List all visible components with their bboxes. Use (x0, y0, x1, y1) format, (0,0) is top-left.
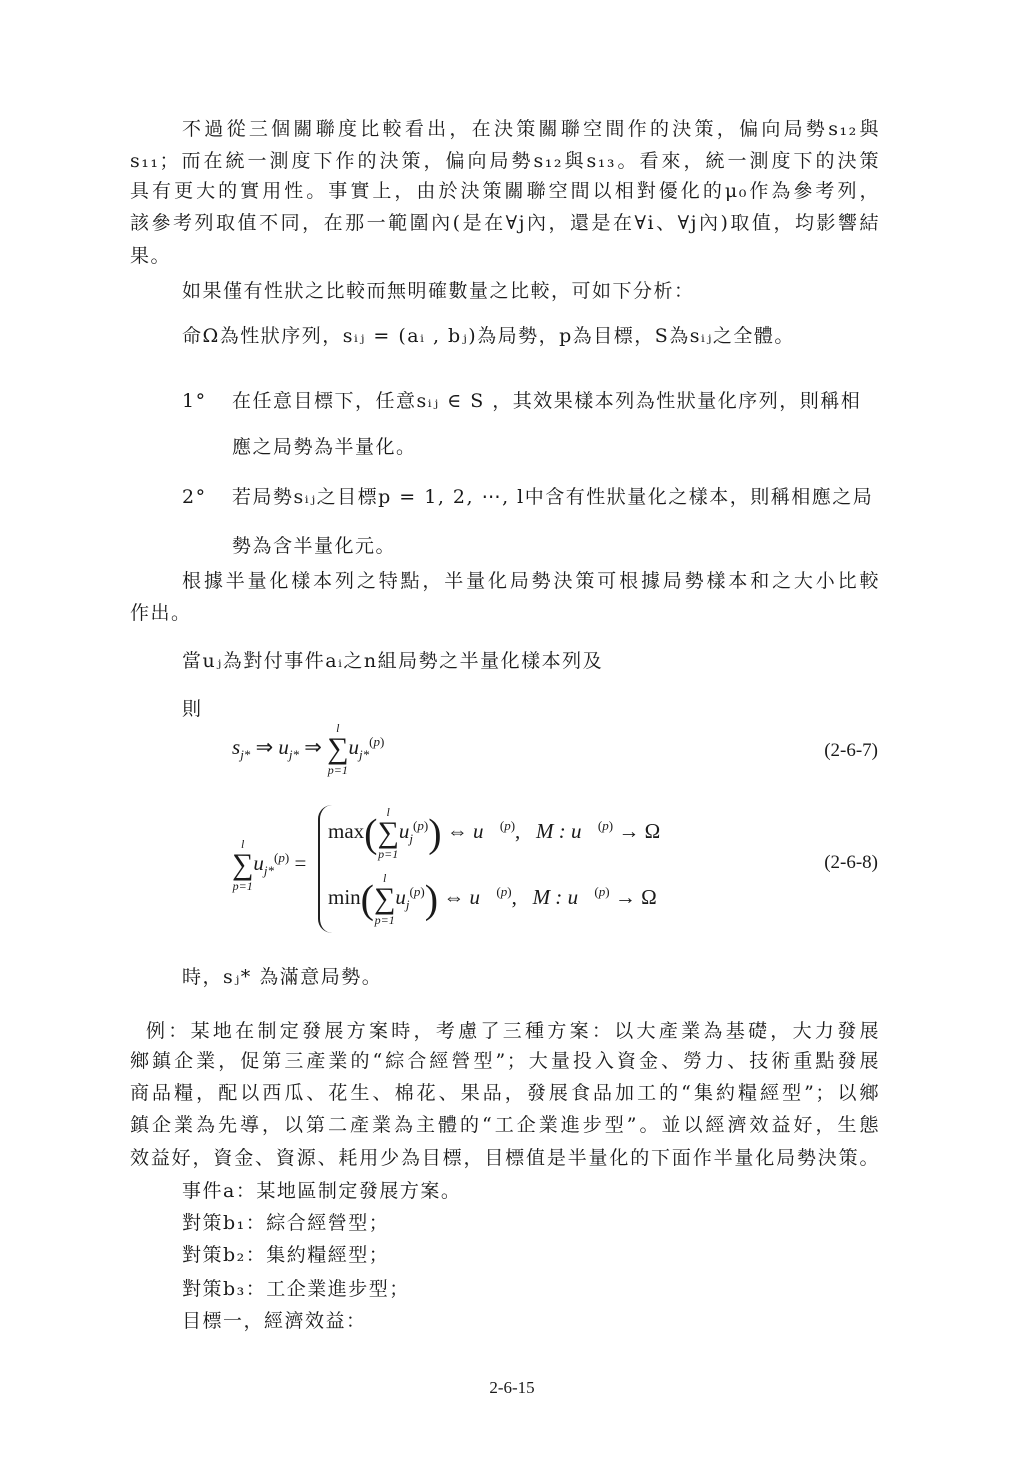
summation: l ∑ p=1 (327, 721, 349, 777)
conclusion: 時，sⱼ* 為滿意局勢。 (182, 966, 383, 988)
text-line: 該參考列取值不同，在那一範圍內(是在∀j內，還是在∀i、∀j內)取值，均影響結 (130, 212, 880, 234)
eq-symbol: s (232, 734, 241, 759)
equation-2-6-7: $s_{j*}$ ⇒ $u_{j*}$ ⇒ l ∑ p=1 $u_{j*}^{(p)}$ (232, 721, 385, 777)
eq-arrow: ⇒ (255, 734, 274, 759)
text-line: 商品糧，配以西瓜、花生、棉花、果品，發展食品加工的“集約糧經型”；以鄉 (130, 1082, 880, 1104)
paragraph-2: 如果僅有性狀之比較而無明確數量之比較，可如下分析： (182, 280, 695, 302)
page-number: 2-6-15 (489, 1378, 535, 1397)
text-line: s₁₁；而在統一測度下作的決策，偏向局勢s₁₂與s₁₃。看來，統一測度下的決策 (130, 150, 880, 172)
equation-2-6-8-lhs: l ∑ p=1 $u_{j*}^{(p)}$ = (232, 837, 307, 893)
text-line: 鎮企業為先導，以第二產業為主體的“工企業進步型”。並以經濟效益好，生態 (130, 1114, 880, 1136)
text-line: 不過從三個關聯度比較看出，在決策關聯空間作的決策，偏向局勢s₁₂與 (182, 118, 880, 140)
then-label: 則 (182, 698, 203, 720)
item-1-line: 在任意目標下，任意sᵢⱼ ∈ S ，其效果樣本列為性狀量化序列，則稱相 (232, 390, 862, 412)
text-line: 具有更大的實用性。事實上，由於決策關聯空間以相對優化的μ₀作為參考列， (130, 180, 880, 202)
definition: 命Ω為性狀序列，sᵢⱼ = (aᵢ , bⱼ)為局勢，p為目標，S為sᵢⱼ之全體。 (182, 325, 795, 347)
text-line: 鄉鎮企業，促第三產業的“綜合經營型”；大量投入資金、勞力、技術重點發展 (130, 1050, 880, 1072)
text-line: 果。 (130, 245, 172, 267)
equation-2-6-8-max-case: max( l ∑ p=1 $u_j^{(p)}$) ⇔ u⃗$^{(p)}$, M : u⃗$^{(p)}$ → Ω (328, 805, 661, 861)
item-2-marker: 2° (182, 486, 207, 508)
list-item: 目標一，經濟效益： (182, 1310, 367, 1332)
paragraph-3-line: 作出。 (130, 602, 192, 624)
eq-arrow: ⇒ (304, 734, 322, 759)
list-item: 事件a：某地區制定發展方案。 (182, 1180, 462, 1202)
item-2-line: 若局勢sᵢⱼ之目標p = 1, 2, ⋯, l中含有性狀量化之樣本，則稱相應之局 (232, 486, 874, 508)
list-item: 對策b₁：綜合經營型； (182, 1212, 390, 1234)
equation-number: (2-6-7) (824, 740, 878, 761)
equation-number: (2-6-8) (824, 852, 878, 873)
list-item: 對策b₃：工企業進步型； (182, 1278, 410, 1300)
equation-2-6-8-min-case: min( l ∑ p=1 $u_j^{(p)}$) ⇔ u⃗$^{(p)}$, M : u⃗$^{(p)}$ → Ω (328, 871, 657, 927)
item-1-line: 應之局勢為半量化。 (232, 436, 417, 458)
text-line: 效益好，資金、資源、耗用少為目標，目標值是半量化的下面作半量化局勢決策。 (130, 1147, 880, 1169)
paragraph-3-line: 根據半量化樣本列之特點，半量化局勢決策可根據局勢樣本和之大小比較 (182, 570, 880, 592)
item-2-line: 勢為含半量化元。 (232, 535, 397, 557)
text-line: 例：某地在制定發展方案時，考慮了三種方案：以大產業為基礎，大力發展 (146, 1020, 880, 1042)
paragraph-4: 當uⱼ為對付事件aᵢ之n組局勢之半量化樣本列及 (182, 650, 604, 672)
item-1-marker: 1° (182, 390, 207, 412)
eq-symbol: u (278, 734, 289, 759)
list-item: 對策b₂：集約糧經型； (182, 1244, 390, 1266)
